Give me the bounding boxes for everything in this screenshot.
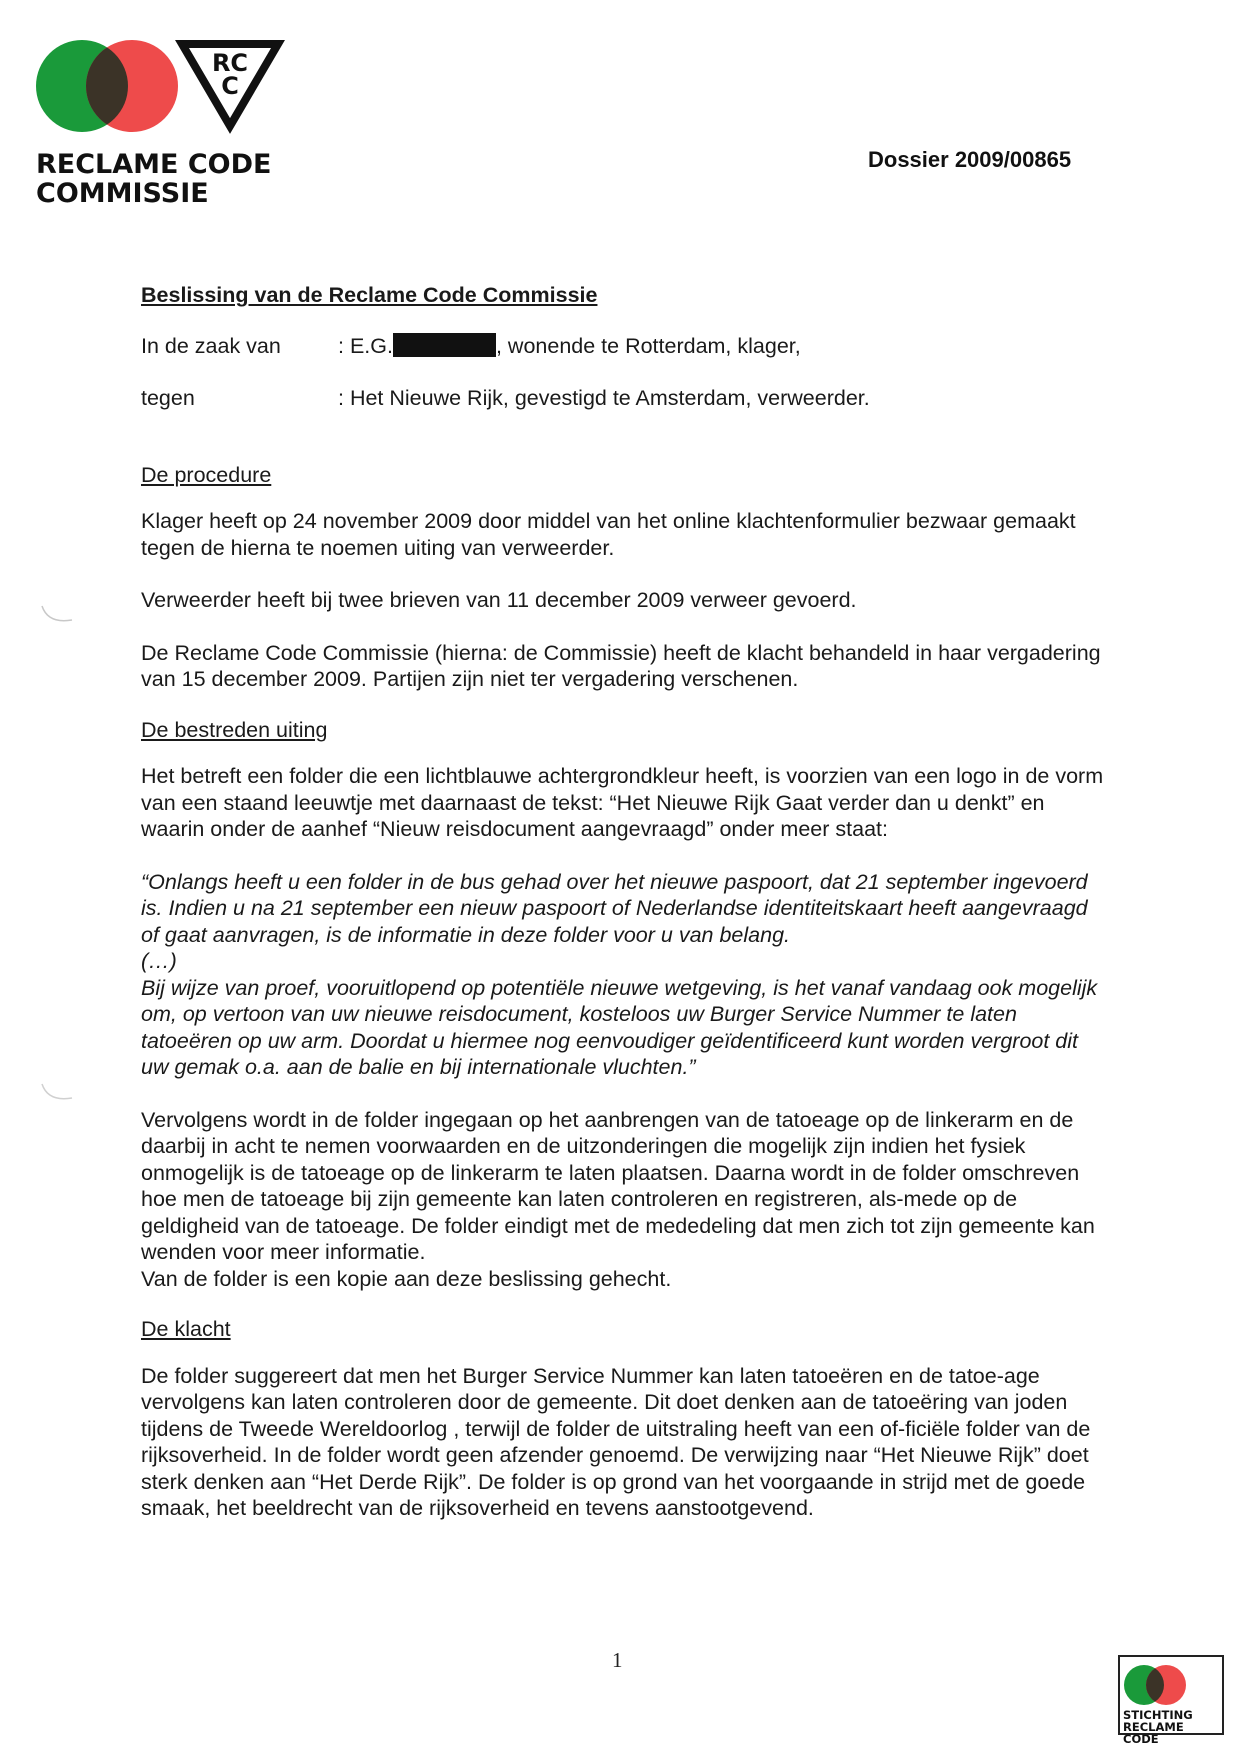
paragraph: De folder suggereert dat men het Burger Service Nummer kan laten tatoeëren en de tatoe-age vervolgens kan laten controleren door de gemeente. Dit doet denken aan de tatoeëring van joden tijdens de Tweede Wereldoorlog , terwijl de folder de uitstraling heeft van een of-ficiële folder van de rijksoverheid. In de folder wordt geen afzender genoemd. De verwijzing naar “Het Nieuwe Rijk” doet sterk denken aan “Het Derde Rijk”. De folder is op grond van het voorgaande in strijd met de goede smaak, het beeldrecht van de rijksoverheid en tevens aanstootgevend. xyxy=(141,1363,1091,1520)
party-complainant xyxy=(141,333,1111,360)
triangle-text-top: RC xyxy=(211,49,249,77)
org-name-line1: RECLAME CODE xyxy=(36,149,272,180)
party-value: : Het Nieuwe Rijk, gevestigd te Amsterdam, verweerder. xyxy=(338,386,870,410)
stamp-circles-icon xyxy=(1122,1661,1192,1709)
stamp-line1: STICHTING xyxy=(1123,1708,1193,1722)
paragraph: Van de folder is een kopie aan deze beslissing gehecht. xyxy=(141,1266,672,1291)
party-prefix: : E.G. xyxy=(338,333,393,358)
rc-triangle-text xyxy=(30,38,290,138)
section-heading-procedure: De procedure xyxy=(141,462,272,487)
section-heading-klacht: De klacht xyxy=(141,1317,231,1341)
party-defendant xyxy=(141,385,1111,412)
party-label: tegen xyxy=(141,386,195,410)
page-number: 1 xyxy=(612,1648,623,1672)
org-name-line2: COMMISSIE xyxy=(36,178,209,209)
stamp-text xyxy=(1123,1709,1222,1745)
paragraph: Vervolgens wordt in de folder ingegaan op het aanbrengen van de tatoeage op de linkerarm en de daarbij in acht te nemen voorwaarden en de uitzonderingen die mogelijk zijn indien het fysiek onmogelijk is de tatoeage op de linkerarm te laten plaatsen. Daarna wordt in de folder omschreven hoe men de tatoeage bij zijn gemeente kan laten controleren en registreren, als-mede op de geldigheid van de tatoeage. De folder eindigt met de mededeling dat men zich tot zijn gemeente kan wenden voor meer informatie. xyxy=(141,1107,1095,1264)
scan-mark-1 xyxy=(38,600,78,630)
section-heading-uiting: De bestreden uiting xyxy=(141,717,328,742)
quote-part-2: Bij wijze van proef, vooruitlopend op potentiële nieuwe wetgeving, is het vanaf vandaag ook mogelijk om, op vertoon van uw nieuwe reisdocument, kosteloos uw Burger Service Nummer te laten tatoeëren op uw arm. Doordat u hiermee nog eenvoudiger geïdentificeerd kunt worden vergroot dit uw gemak o.a. aan de balie en bij internationale vluchten.” xyxy=(141,975,1098,1079)
party-value xyxy=(338,333,1111,360)
quoted-text xyxy=(141,869,1111,1081)
stamp-line2: RECLAME CODE xyxy=(1123,1720,1184,1746)
dossier-number: Dossier 2009/00865 xyxy=(868,147,1072,172)
paragraph: De Reclame Code Commissie (hierna: de Commissie) heeft de klacht behandeld in haar vergadering van 15 december 2009. Partijen zijn niet ter vergadering verschenen. xyxy=(141,640,1101,691)
triangle-text-bottom: C xyxy=(221,72,239,100)
foundation-stamp xyxy=(1118,1655,1224,1746)
decision-document xyxy=(141,282,1111,1548)
paragraph: Klager heeft op 24 november 2009 door middel van het online klachtenformulier bezwaar gemaakt tegen de hierna te noemen uiting van verweerder. xyxy=(141,509,1076,560)
party-label: In de zaak van xyxy=(141,333,281,358)
quote-ellipsis: (…) xyxy=(141,949,177,973)
party-suffix: , wonende te Rotterdam, klager, xyxy=(495,333,801,358)
org-name xyxy=(36,150,272,208)
document-title: Beslissing van de Reclame Code Commissie xyxy=(141,283,598,307)
quote-part-1: “Onlangs heeft u een folder in de bus gehad over het nieuwe paspoort, dat 21 september ingevoerd is. Indien u na 21 september een nieuw paspoort of Nederlandse identiteitskaart heeft aangevraagd of gaat aanvragen, is de informatie in deze folder voor u van belang. xyxy=(141,869,1088,947)
scan-mark-2 xyxy=(38,1078,78,1108)
paragraph: Het betreft een folder die een lichtblauwe achtergrondkleur heeft, is voorzien van een logo in de vorm van een staand leeuwtje met daarnaast de tekst: “Het Nieuwe Rijk Gaat verder dan u denkt” en waarin onder de aanhef “Nieuw reisdocument aangevraagd” onder meer staat: xyxy=(141,764,1104,841)
redaction-block xyxy=(393,333,496,357)
paragraph: Verweerder heeft bij twee brieven van 11 december 2009 verweer gevoerd. xyxy=(141,588,857,612)
